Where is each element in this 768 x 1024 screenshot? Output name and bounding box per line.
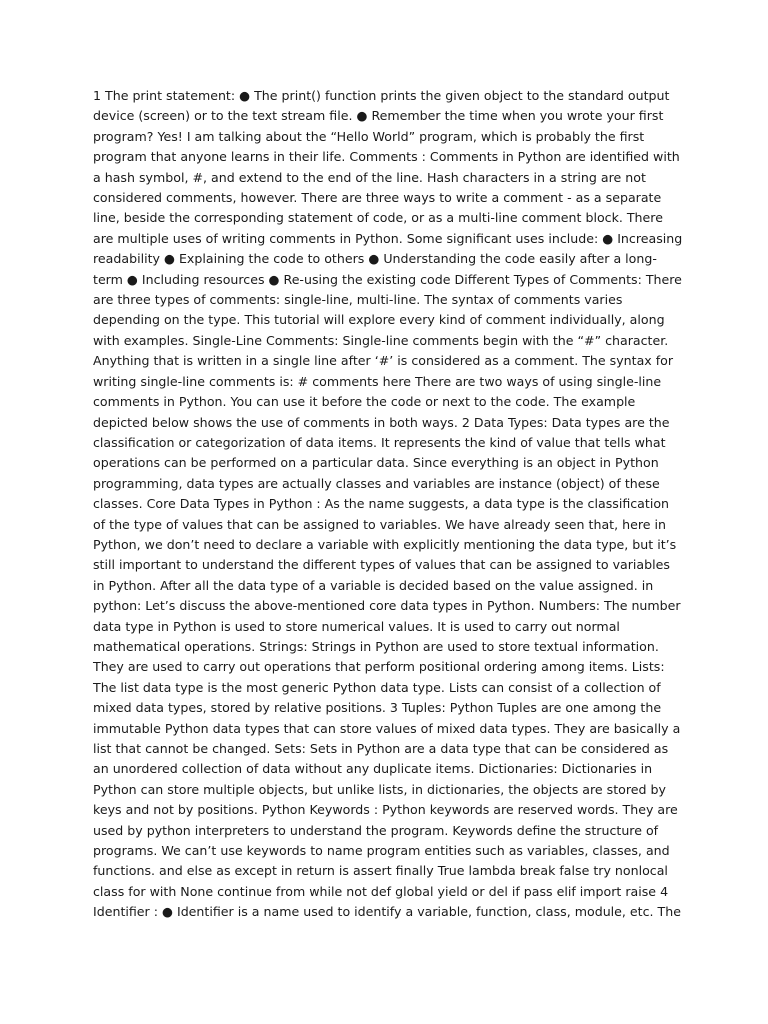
- document-body-text: 1 The print statement: ● The print() function prints the given object to the standard output device (screen) or to the text stream file. ● Remember the time when you wrote your first program? Yes! I am talking about the “Hello World” program, which is probably the first program that anyone learns in their life. Comments : Comments in Python are identified with a hash symbol, #, and extend to the end of the line. Hash characters in a string are not considered comments, however. There are three ways to write a comment - as a separate line, beside the corresponding statement of code, or as a multi-line comment block. There are multiple uses of writing comments in Python. Some significant uses include: ● Increasing readability ● Explaining the code to others ● Understanding the code easily after a long-term ● Including resources ● Re-using the existing code Different Types of Comments: There are three types of comments: single-line, multi-line. The syntax of comments varies depending on the type. This tutorial will explore every kind of comment individually, along with examples. Single-Line Comments: Single-line comments begin with the “#” character. Anything that is written in a single line after ‘#’ is considered as a comment. The syntax for writing single-line comments is: # comments here There are two ways of using single-line comments in Python. You can use it before the code or next to the code. The example depicted below shows the use of comments in both ways. 2 Data Types: Data types are the classification or categorization of data items. It represents the kind of value that tells what operations can be performed on a particular data. Since everything is an object in Python programming, data types are actually classes and variables are instance (object) of these classes. Core Data Types in Python : As the name suggests, a data type is the classification of the type of values that can be assigned to variables. We have already seen that, here in Python, we don’t need to declare a variable with explicitly mentioning the data type, but it’s still important to understand the different types of values that can be assigned to variables in Python. After all the data type of a variable is decided based on the value assigned. in python: Let’s discuss the above-mentioned core data types in Python. Numbers: The number data type in Python is used to store numerical values. It is used to carry out normal mathematical operations. Strings: Strings in Python are used to store textual information. They are used to carry out operations that perform positional ordering among items. Lists: The list data type is the most generic Python data type. Lists can consist of a collection of mixed data types, stored by relative positions. 3 Tuples: Python Tuples are one among the immutable Python data types that can store values of mixed data types. They are basically a list that cannot be changed. Sets: Sets in Python are a data type that can be considered as an unordered collection of data without any duplicate items. Dictionaries: Dictionaries in Python can store multiple objects, but unlike lists, in dictionaries, the objects are stored by keys and not by positions. Python Keywords : Python keywords are reserved words. They are used by python interpreters to understand the program. Keywords define the structure of programs. We can’t use keywords to name program entities such as variables, classes, and functions. and else as except in return is assert finally True lambda break false try nonlocal class for with None continue from while not def global yield or del if pass elif import raise 4 Identifier : ● Identifier is a name used to identify a variable, function, class, module, etc. The: [93, 88, 683, 920]
